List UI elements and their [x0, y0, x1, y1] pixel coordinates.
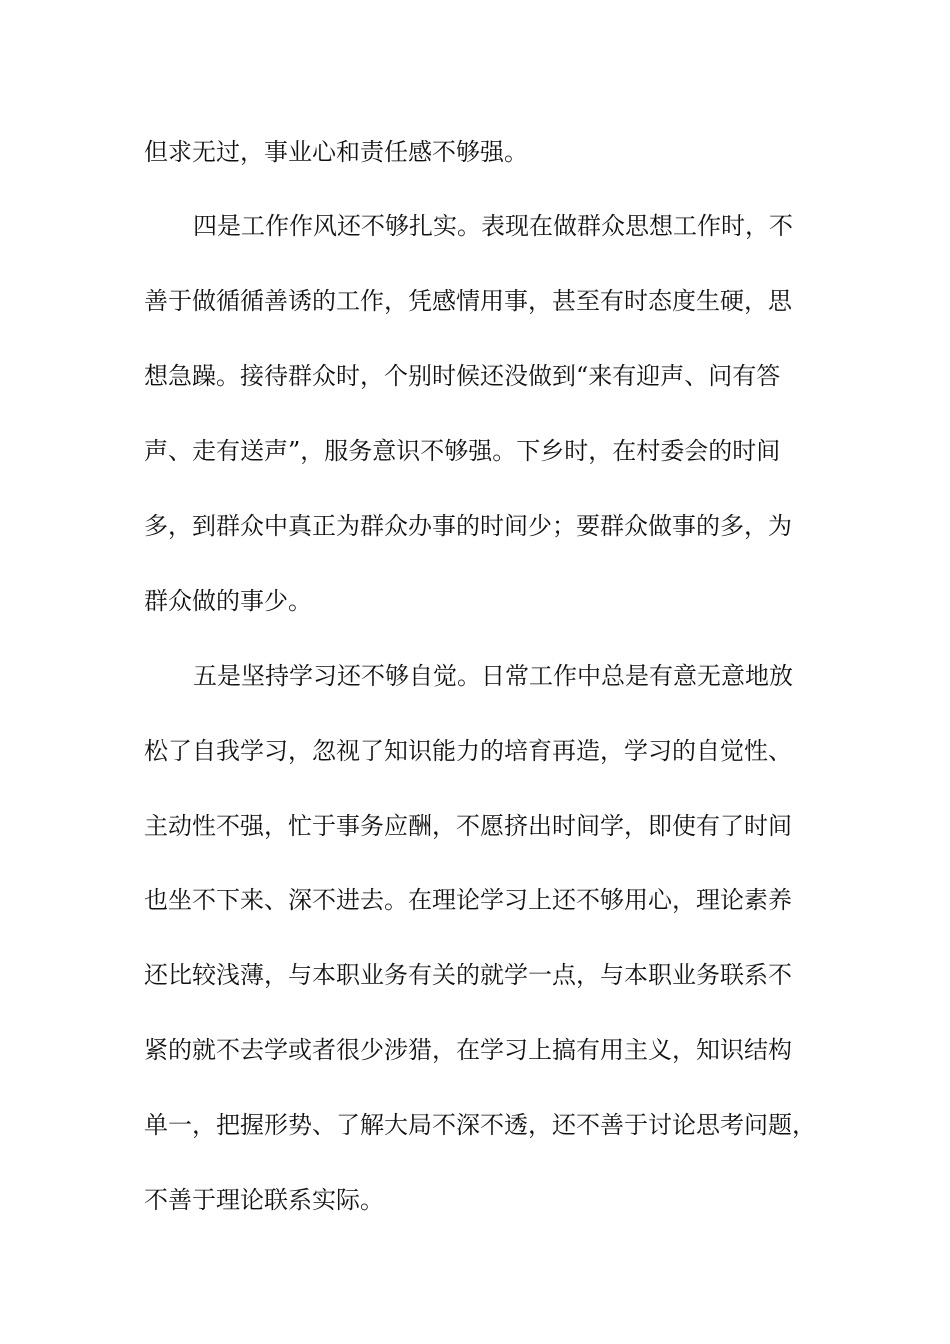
text-line: 还比较浅薄，与本职业务有关的就学一点，与本职业务联系不 — [144, 961, 792, 989]
text-line: 善于做循循善诱的工作，凭感情用事，甚至有时态度生硬，思 — [144, 287, 792, 315]
text-line: 主动性不强，忙于事务应酬，不愿挤出时间学，即使有了时间 — [144, 812, 792, 840]
text-line: 群众做的事少。 — [144, 587, 312, 615]
paragraph-first-line: 四是工作作风还不够扎实。表现在做群众思想工作时，不 — [193, 212, 793, 240]
text-line: 多，到群众中真正为群众办事的时间少；要群众做事的多，为 — [144, 512, 792, 540]
text-line: 不善于理论联系实际。 — [144, 1186, 384, 1214]
text-line: 想急躁。接待群众时，个别时候还没做到“来有迎声、问有答 — [144, 362, 781, 390]
text-line: 也坐不下来、深不进去。在理论学习上还不够用心，理论素养 — [144, 886, 792, 914]
text-line: 紧的就不去学或者很少涉猎，在学习上搞有用主义，知识结构 — [144, 1036, 792, 1064]
text-line: 声、走有送声”，服务意识不够强。下乡时，在村委会的时间 — [144, 437, 781, 465]
paragraph-first-line: 五是坚持学习还不够自觉。日常工作中总是有意无意地放 — [193, 662, 793, 690]
text-line: 但求无过，事业心和责任感不够强。 — [144, 138, 528, 166]
text-line: 松了自我学习，忽视了知识能力的培育再造，学习的自觉性、 — [144, 737, 792, 765]
text-line: 单一，把握形势、了解大局不深不透，还不善于讨论思考问题， — [144, 1111, 816, 1139]
